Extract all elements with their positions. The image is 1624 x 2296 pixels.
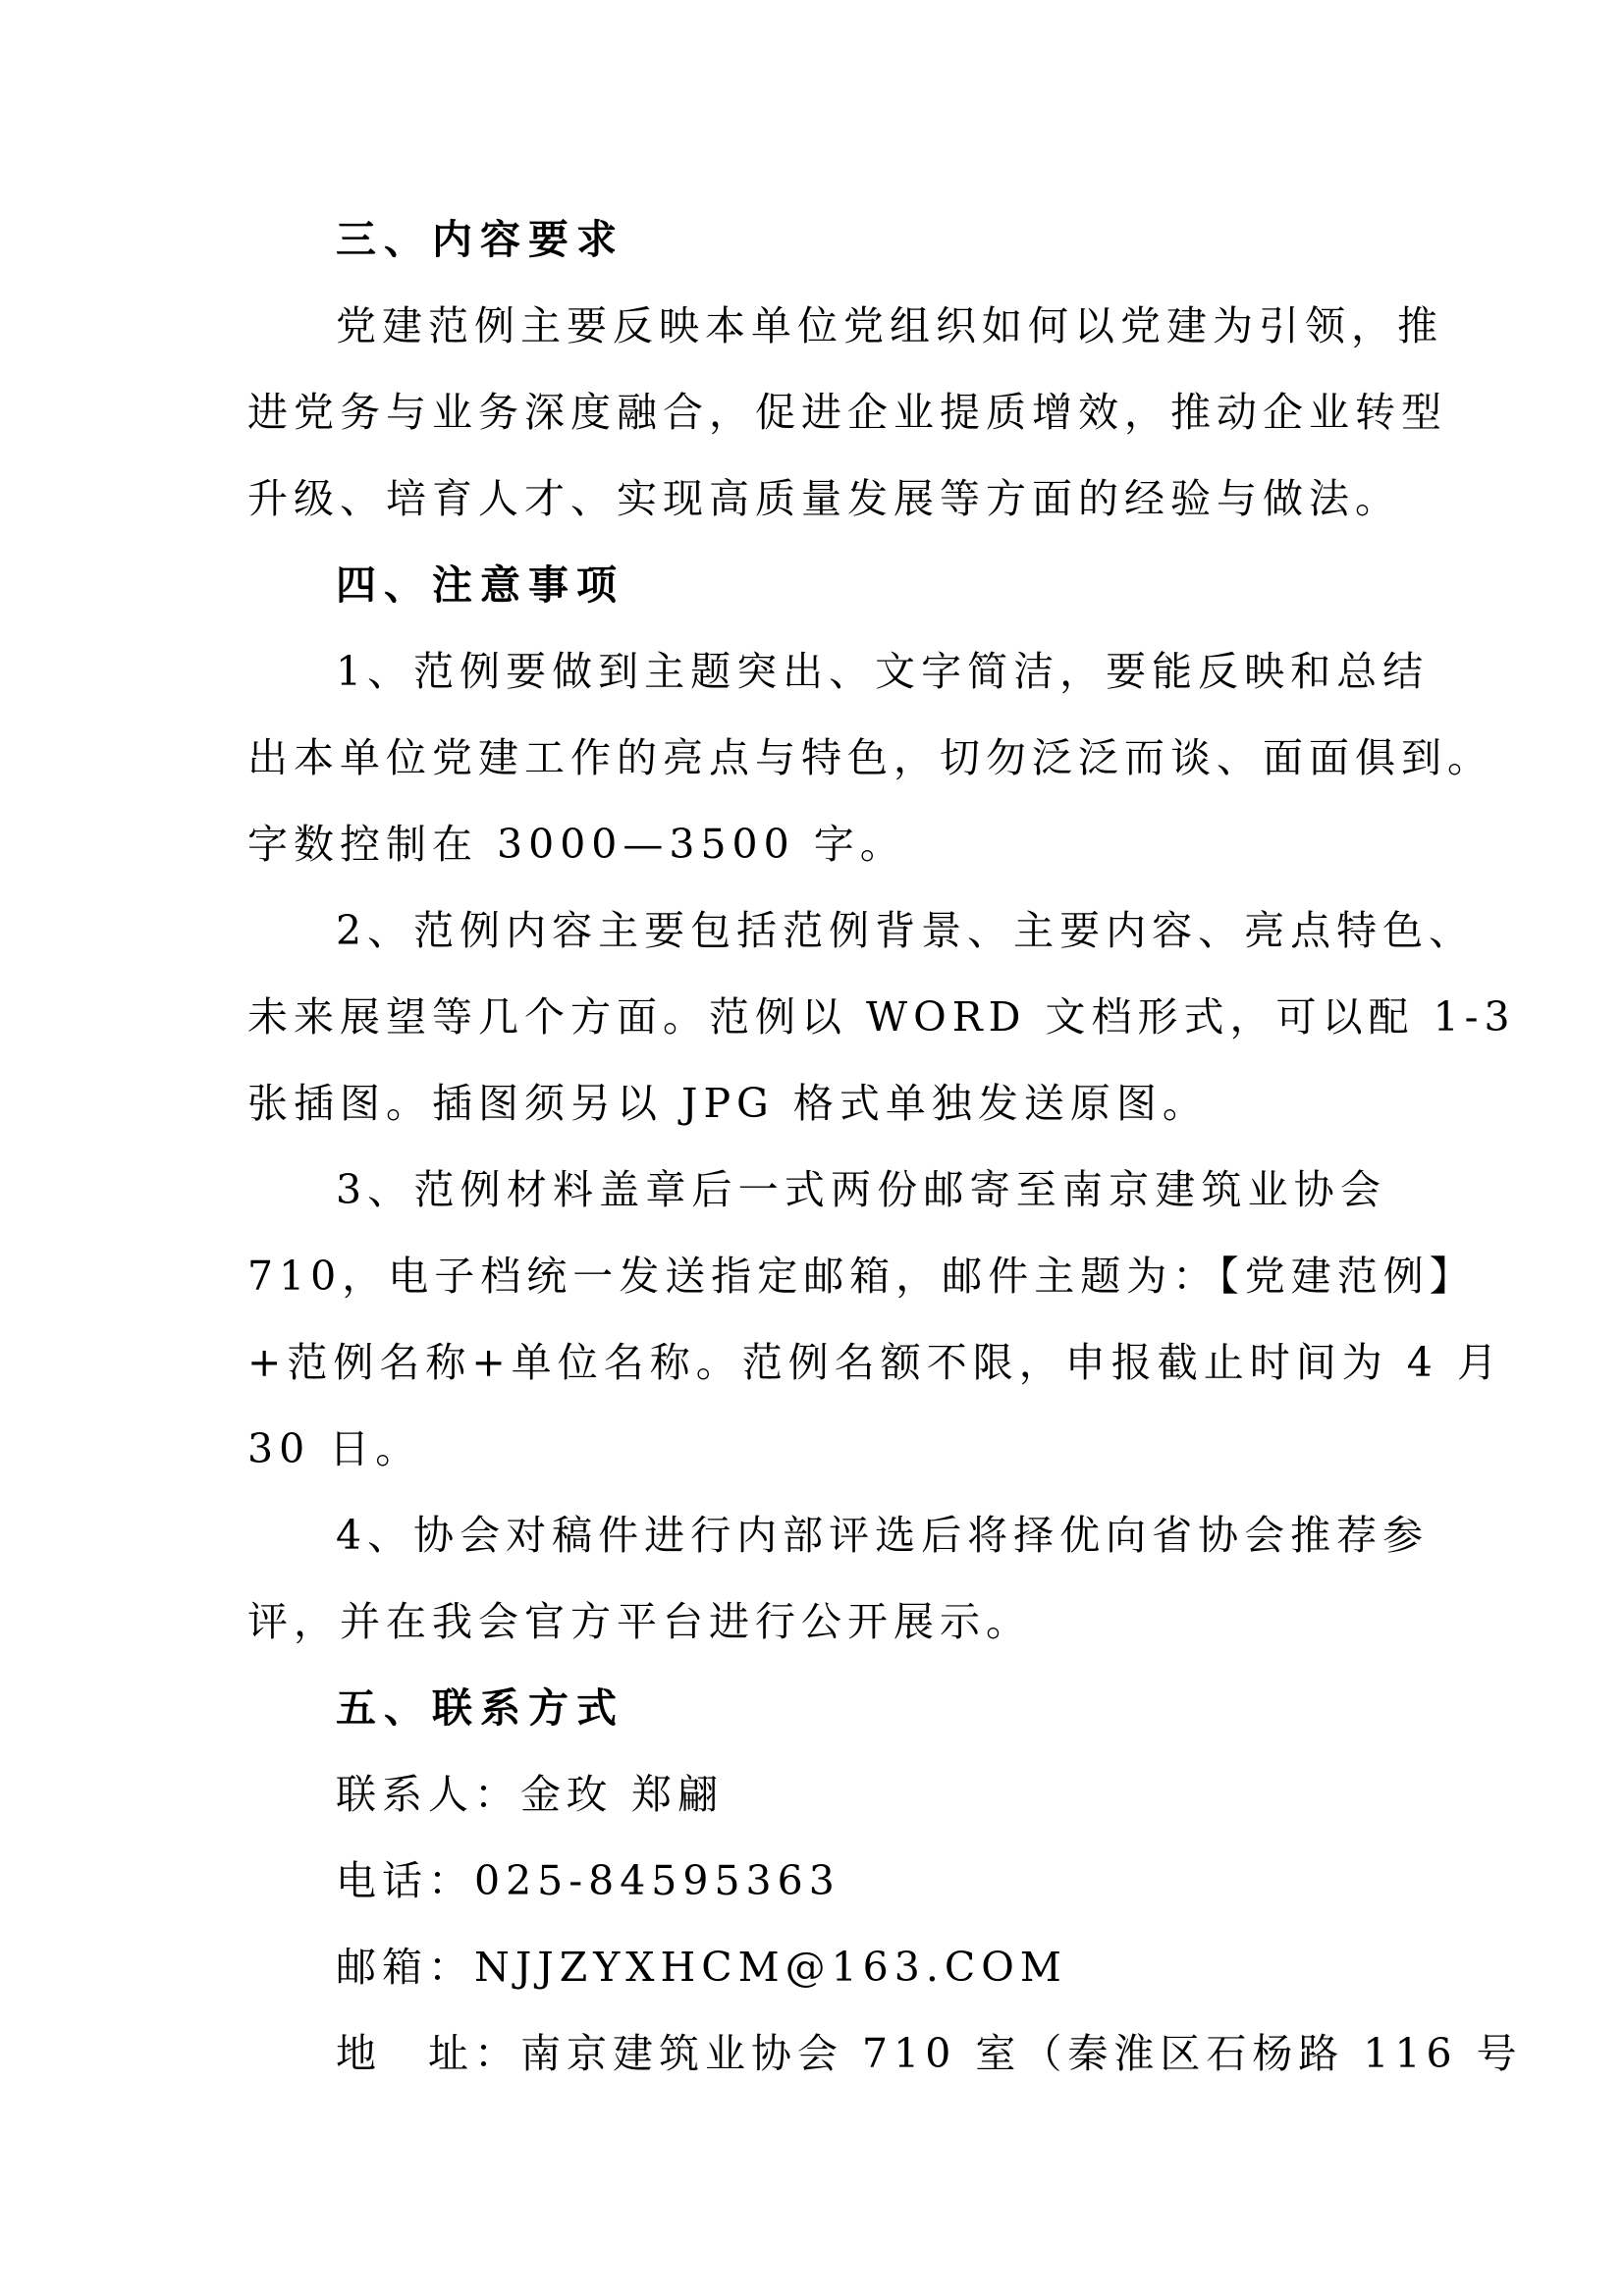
section-heading-content-requirements: 三、内容要求: [336, 216, 624, 263]
section-heading-contact: 五、联系方式: [336, 1684, 624, 1732]
list-item-4-line: 评，并在我会官方平台进行公开展示。: [247, 1598, 1032, 1645]
list-item-3-line: 3、范例材料盖章后一式两份邮寄至南京建筑业协会: [336, 1166, 1386, 1213]
list-item-2-line: 张插图。插图须另以 JPG 格式单独发送原图。: [247, 1080, 1209, 1127]
list-item-1-line: 1、范例要做到主题突出、文字简洁，要能反映和总结: [336, 648, 1430, 695]
list-item-1-line: 出本单位党建工作的亮点与特色，切勿泛泛而谈、面面俱到。: [247, 734, 1493, 781]
contact-email: 邮箱：NJJZYXHCM@163.COM: [336, 1944, 1067, 1991]
paragraph-line: 党建范例主要反映本单位党组织如何以党建为引领，推: [336, 302, 1443, 349]
contact-phone: 电话：025-84595363: [336, 1857, 840, 1904]
list-item-3-line: 30 日。: [247, 1425, 422, 1472]
list-item-2-line: 2、范例内容主要包括范例背景、主要内容、亮点特色、: [336, 907, 1476, 954]
section-heading-notes: 四、注意事项: [336, 561, 624, 609]
list-item-3-line: 710，电子档统一发送指定邮箱，邮件主题为：【党建范例】: [247, 1253, 1476, 1300]
list-item-1-line: 字数控制在 3000—3500 字。: [247, 821, 906, 868]
list-item-3-line: +范例名称+单位名称。范例名额不限，申报截止时间为 4 月: [247, 1339, 1503, 1386]
list-item-2-line: 未来展望等几个方面。范例以 WORD 文档形式，可以配 1-3: [247, 993, 1516, 1041]
contact-address: 地 址：南京建筑业协会 710 室（秦淮区石杨路 116 号: [336, 2030, 1523, 2077]
paragraph-line: 升级、培育人才、实现高质量发展等方面的经验与做法。: [247, 475, 1401, 522]
contact-person: 联系人：金玫 郑翩: [336, 1771, 725, 1818]
list-item-4-line: 4、协会对稿件进行内部评选后将择优向省协会推荐参: [336, 1512, 1430, 1559]
paragraph-line: 进党务与业务深度融合，促进企业提质增效，推动企业转型: [247, 389, 1447, 436]
